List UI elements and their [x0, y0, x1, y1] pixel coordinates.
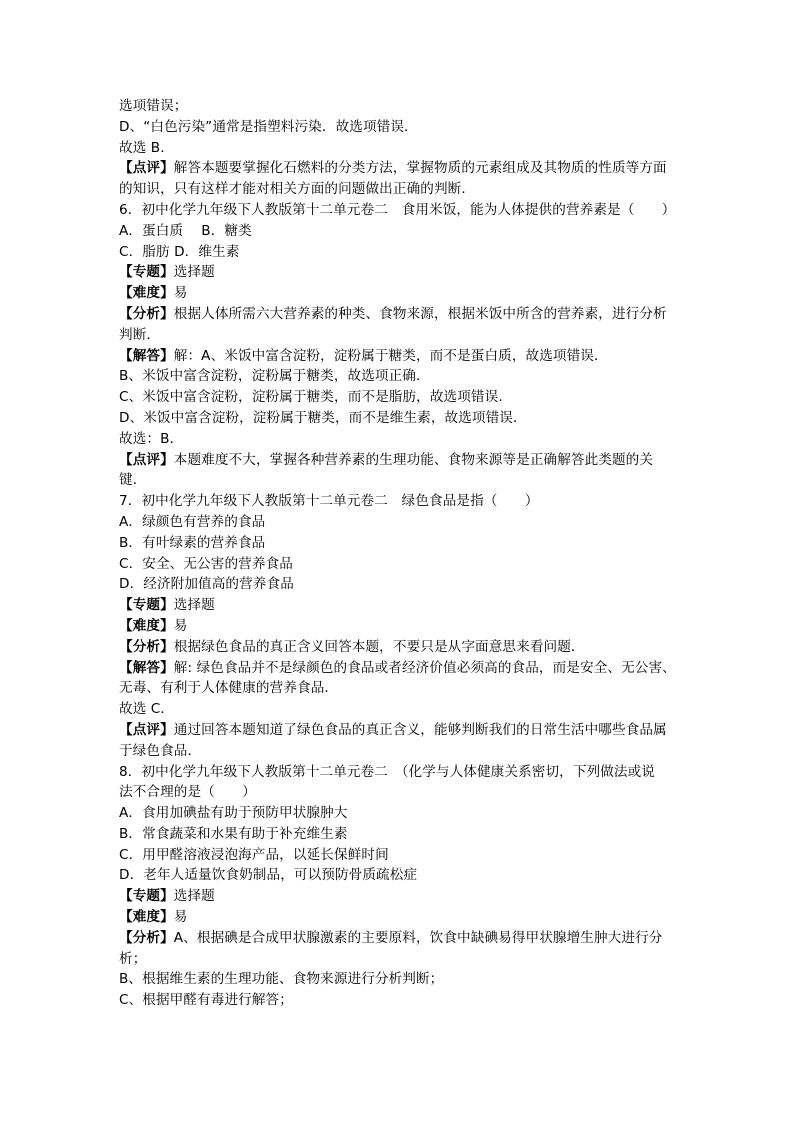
line-text: 选项错误； — [119, 98, 188, 114]
section-tag: 【难度】 — [119, 285, 174, 302]
section-tag: 【点评】 — [119, 451, 174, 468]
text-line — [119, 325, 679, 346]
line-text: D．经济附加值高的营养食品 — [119, 576, 294, 593]
line-text: 本题难度不大，掌握各种营养素的生理功能、食物来源等是正确解答此类题的关 — [173, 451, 654, 468]
section-tag: 【专题】 — [119, 597, 174, 614]
text-line — [119, 283, 679, 304]
line-text: 选择题 — [173, 597, 215, 614]
text-line — [119, 491, 679, 512]
line-text: 7．初中化学九年级下人教版第十二单元卷二 绿色食品是指（ ） — [119, 493, 539, 510]
line-text: 易 — [173, 909, 188, 926]
text-line — [119, 658, 679, 679]
section-tag: 【点评】 — [119, 160, 174, 177]
line-text: 易 — [173, 285, 188, 302]
text-line — [119, 242, 679, 263]
text-line — [119, 554, 679, 575]
text-line — [119, 138, 679, 159]
line-text: D．老年人适量饮食奶制品，可以预防骨质疏松症 — [119, 867, 418, 884]
text-line — [119, 262, 679, 283]
line-text: B、米饭中富含淀粉，淀粉属于糖类，故选项正确． — [119, 368, 430, 385]
line-text: D、米饭中富含淀粉，淀粉属于糖类，而不是维生素，故选项错误． — [119, 409, 527, 426]
text-line — [119, 803, 679, 824]
text-line — [119, 678, 679, 699]
line-text: C．脂肪 D．维生素 — [119, 243, 240, 260]
line-text: C．安全、无公害的营养食品 — [119, 555, 293, 572]
section-tag: 【难度】 — [119, 617, 174, 634]
line-text: C、根据甲醛有毒进行解答； — [119, 992, 293, 1009]
document-body — [119, 96, 679, 1011]
line-text: 法不合理的是（ ） — [119, 784, 256, 801]
text-line — [119, 762, 679, 783]
text-line — [119, 512, 679, 533]
line-text: 根据人体所需六大营养素的种类、食物来源，根据米饭中所含的营养素，进行分析 — [173, 305, 667, 322]
text-line — [119, 387, 679, 408]
text-line — [119, 990, 679, 1011]
line-text: 判断． — [119, 326, 161, 343]
section-tag: 【分析】 — [119, 638, 174, 655]
text-line — [119, 304, 679, 325]
text-line — [119, 117, 679, 138]
text-line — [119, 969, 679, 990]
text-line — [119, 366, 679, 387]
text-line — [119, 470, 679, 491]
text-line — [119, 720, 679, 741]
text-line — [119, 408, 679, 429]
text-line — [119, 533, 679, 554]
line-text: 解答本题要掌握化石燃料的分类方法，掌握物质的元素组成及其物质的性质等方面 — [173, 160, 667, 177]
line-text: 故选：B． — [119, 430, 184, 447]
text-line — [119, 429, 679, 450]
line-text: 通过回答本题知道了绿色食品的真正含义，能够判断我们的日常生活中哪些食品属 — [173, 721, 667, 738]
text-line — [119, 782, 679, 803]
text-line — [119, 824, 679, 845]
line-text: 易 — [173, 617, 188, 634]
text-line — [119, 158, 679, 179]
line-text: D、“白色污染”通常是指塑料污染．故选项错误． — [119, 118, 418, 135]
line-text: 解: 绿色食品并不是绿颜色的食品或者经济价值必须高的食品，而是安全、无公害、 — [173, 659, 676, 676]
line-text: C、米饭中富含淀粉，淀粉属于糖类，而不是脂肪，故选项错误． — [119, 389, 513, 406]
line-text: 6．初中化学九年级下人教版第十二单元卷二 食用米饭，能为人体提供的营养素是（ ） — [119, 201, 676, 218]
line-text: 析； — [119, 950, 147, 967]
text-line — [119, 179, 679, 200]
section-tag: 【专题】 — [119, 264, 174, 281]
line-text: A、根据碘是合成甲状腺激素的主要原料，饮食中缺碘易得甲状腺增生肿大进行分 — [173, 929, 663, 946]
line-text: B．有叶绿素的营养食品 — [119, 534, 266, 551]
text-line — [119, 949, 679, 970]
line-text: 故选 B． — [119, 139, 174, 156]
text-line — [119, 907, 679, 928]
section-tag: 【分析】 — [119, 305, 174, 322]
line-text: A．绿颜色有营养的食品 — [119, 513, 266, 530]
text-line — [119, 886, 679, 907]
text-line — [119, 200, 679, 221]
text-line — [119, 616, 679, 637]
line-text: 选择题 — [173, 888, 215, 905]
section-tag: 【点评】 — [119, 721, 174, 738]
section-tag: 【解答】 — [119, 347, 174, 364]
text-line — [119, 637, 679, 658]
section-tag: 【专题】 — [119, 888, 174, 905]
line-text: 根据绿色食品的真正含义回答本题，不要只是从字面意思来看问题． — [173, 638, 585, 655]
text-line — [119, 741, 679, 762]
text-line — [119, 221, 679, 242]
section-tag: 【难度】 — [119, 909, 174, 926]
section-tag: 【分析】 — [119, 929, 174, 946]
line-text: A．蛋白质 B．糖类 — [119, 222, 252, 239]
line-text: 于绿色食品． — [119, 742, 202, 759]
text-line — [119, 450, 679, 471]
line-text: 无毒、有利于人体健康的营养食品． — [119, 680, 339, 697]
text-line — [119, 699, 679, 720]
text-line — [119, 865, 679, 886]
line-text: 8．初中化学九年级下人教版第十二单元卷二 （化学与人体健康关系密切，下列做法或说 — [119, 763, 656, 780]
line-text: B．常食蔬菜和水果有助于补充维生素 — [119, 825, 348, 842]
line-text: 故选 C． — [119, 701, 175, 718]
text-line — [119, 928, 679, 949]
line-text: 解：A、米饭中富含淀粉，淀粉属于糖类，而不是蛋白质，故选项错误． — [173, 347, 608, 364]
text-line — [119, 574, 679, 595]
line-text: B、根据维生素的生理功能、食物来源进行分析判断； — [119, 971, 444, 988]
text-line — [119, 96, 679, 117]
line-text: 选择题 — [173, 264, 215, 281]
text-line — [119, 346, 679, 367]
line-text: C．用甲醛溶液浸泡海产品，以延长保鲜时间 — [119, 846, 389, 863]
line-text: A．食用加碘盐有助于预防甲状腺肿大 — [119, 805, 348, 822]
section-tag: 【解答】 — [119, 659, 174, 676]
line-text: 键． — [119, 472, 147, 489]
text-line — [119, 845, 679, 866]
text-line — [119, 595, 679, 616]
line-text: 的知识，只有这样才能对相关方面的问题做出正确的判断． — [119, 181, 476, 198]
